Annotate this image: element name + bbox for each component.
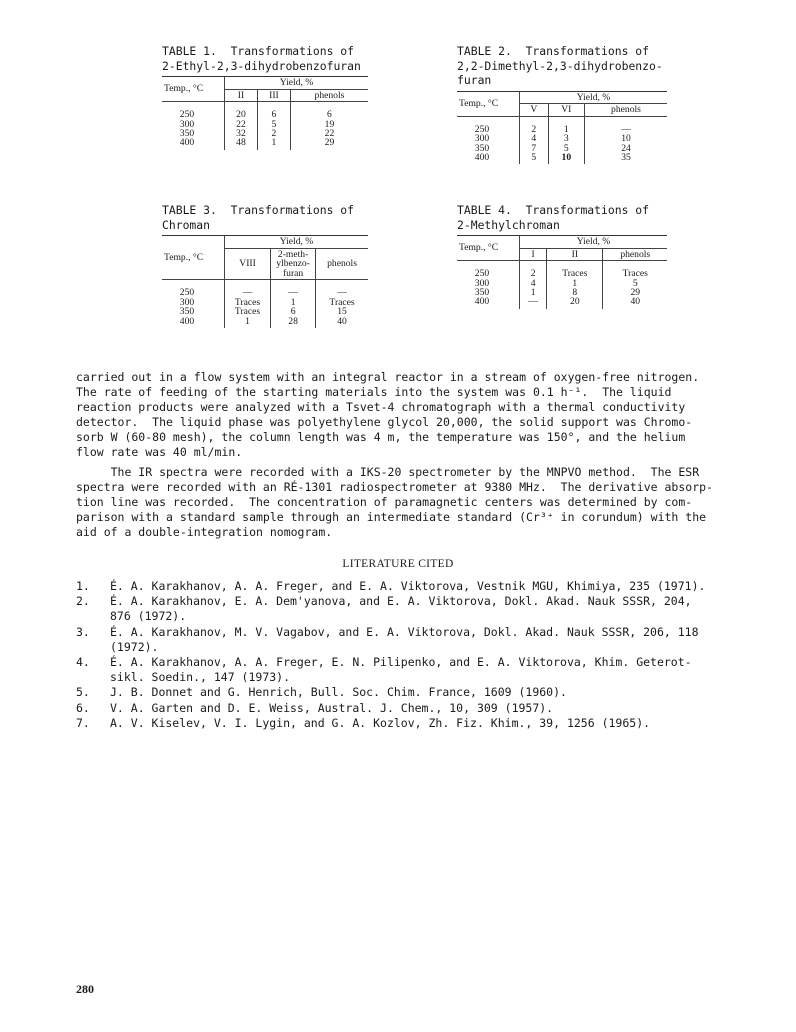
reference-number: 2. — [76, 594, 90, 609]
column-header: III — [257, 89, 290, 102]
table-cell: 1 — [547, 279, 603, 288]
table-cell: 3 — [548, 134, 584, 143]
table-cell: 20 — [547, 297, 603, 308]
reference-item — [76, 685, 766, 700]
column-header: phenols — [584, 104, 667, 117]
column-header: V — [520, 104, 549, 117]
table-cell: — — [337, 287, 347, 299]
temp-cell: 300 — [162, 298, 225, 307]
reference-text: É. A. Karakhanov, M. V. Vagabov, and E. A. Viktorova, Dokl. Akad. Nauk SSSR, 206, 118 (1972). — [110, 624, 699, 654]
page-number: 280 — [76, 982, 94, 996]
table-cell: 29 — [324, 137, 335, 149]
table-cell: 48 — [225, 138, 258, 149]
temp-cell: 250 — [162, 288, 225, 297]
reference-number: 4. — [76, 655, 90, 670]
table-cell: 24 — [621, 142, 631, 154]
reference-item — [76, 701, 766, 716]
temp-header: Temp., °C — [162, 77, 225, 102]
reference-text: V. A. Garten and D. E. Weiss, Austral. J. Chem., 10, 309 (1957). — [110, 700, 554, 715]
literature-heading: LITERATURE CITED — [342, 558, 454, 570]
table-cell: 15 — [337, 306, 347, 318]
table-cell: 19 — [324, 118, 335, 130]
reference-text: É. A. Karakhanov, A. A. Freger, and E. A. Viktorova, Vestnik MGU, Khimiya, 235 (1971). — [110, 579, 706, 593]
table-cell: 5 — [520, 153, 549, 164]
table-4-title: TABLE 4. Transformations of 2-Methylchroman — [457, 203, 650, 232]
table-3 — [162, 203, 368, 328]
temp-cell: 350 — [162, 307, 225, 316]
table-cell: 5 — [257, 120, 290, 129]
temp-cell: 400 — [162, 317, 225, 328]
table-cell: 7 — [520, 144, 549, 153]
table-cell: 2 — [257, 129, 290, 138]
table-cell: 2 — [520, 269, 547, 278]
table-1 — [162, 44, 368, 150]
table-cell: 1 — [520, 288, 547, 297]
table-cell: 5 — [548, 144, 584, 153]
column-header: II — [547, 248, 603, 261]
table-cell: 5 — [632, 277, 638, 289]
table-cell: Traces — [622, 268, 648, 280]
column-header: VIII — [225, 248, 271, 280]
reference-text: A. V. Kiselev, V. I. Lygin, and G. A. Kozlov, Zh. Fiz. Khim., 39, 1256 (1965). — [110, 715, 651, 730]
reference-text: É. A. Karakhanov, A. A. Freger, E. N. Pilipenko, and E. A. Viktorova, Khim. Geterot- sikl. Soedin., 147 (1973). — [110, 655, 692, 685]
table-3-title: TABLE 3. Transformations of Chroman — [162, 203, 355, 232]
table-cell: 10 — [621, 133, 631, 145]
temp-header: Temp., °C — [457, 91, 520, 116]
table-cell: 6 — [271, 307, 316, 316]
reference-number: 3. — [76, 624, 90, 639]
temp-cell: 250 — [162, 110, 225, 119]
reference-number: 6. — [76, 700, 90, 715]
reference-number: 7. — [76, 715, 90, 730]
table-row — [162, 317, 368, 328]
table-cell: 35 — [621, 151, 631, 163]
table-cell: 1 — [271, 298, 316, 307]
paragraph-spectra: The IR spectra were recorded with a IKS-20 spectrometer by the MNPVO method. The ESR spectra were recorded with an RÉ-1301 radiospectrometer at 9380 MHz. The derivative absorp- tion line was recorded. The concentration of paramagnetic centers was determined by com- parison with a standard sample through an intermediate standard (Cr³⁺ in corundum) with the aid of a double-integration nomogram. — [76, 465, 713, 539]
temp-cell: 400 — [162, 138, 225, 149]
table-cell: 20 — [225, 110, 258, 119]
table-cell: 8 — [547, 288, 603, 297]
table-cell: 1 — [548, 125, 584, 134]
reference-text: É. A. Karakhanov, E. A. Dem'yanova, and E. A. Viktorova, Dokl. Akad. Nauk SSSR, 204, 876 (1972). — [110, 594, 692, 624]
table-cell: 22 — [225, 120, 258, 129]
table-4-grid — [457, 235, 667, 309]
table-cell: 1 — [257, 138, 290, 149]
table-3-grid — [162, 235, 368, 328]
reference-item — [76, 625, 766, 655]
table-4 — [457, 203, 667, 309]
column-header: phenols — [316, 248, 368, 280]
table-cell: 28 — [271, 317, 316, 328]
reference-item — [76, 655, 766, 685]
reference-number: 1. — [76, 579, 90, 593]
column-header: II — [225, 89, 258, 102]
temp-cell: 250 — [457, 269, 520, 278]
table-1-title: TABLE 1. Transformations of 2-Ethyl-2,3-dihydrobenzofuran — [162, 44, 361, 73]
table-1-grid — [162, 76, 368, 150]
reference-list — [76, 579, 766, 731]
temp-cell: 250 — [457, 125, 520, 134]
reference-number: 5. — [76, 685, 90, 700]
table-cell: 1 — [225, 317, 271, 328]
yield-header: Yield, % — [225, 77, 369, 90]
yield-header: Yield, % — [520, 236, 668, 249]
temp-cell: 350 — [457, 288, 520, 297]
table-row — [162, 138, 368, 149]
table-cell: 6 — [257, 110, 290, 119]
yield-header: Yield, % — [225, 236, 369, 249]
table-cell: 6 — [327, 109, 332, 121]
table-cell: 2 — [520, 125, 549, 134]
paragraph-methods: carried out in a flow system with an integral reactor in a stream of oxygen-free nitrogen. The rate of feeding of the starting materials into the system was 0.1 h⁻¹. The liquid reaction products were analyzed with a Tsvet-4 chromatograph with a thermal conductivity detector. The liquid phase was polyethylene glycol 20,000, the solid support was Chromo- sorb W (60-80 mesh), the column length was 4 m, the temperature was 150°, and the helium flow rate was 40 ml/min. — [76, 370, 700, 459]
table-cell: Traces — [225, 298, 271, 307]
reference-item — [76, 579, 766, 594]
temp-cell: 350 — [457, 144, 520, 153]
temp-cell: 400 — [457, 297, 520, 308]
column-header: VI — [548, 104, 584, 117]
table-2-title: TABLE 2. Transformations of 2,2-Dimethyl-2,3-dihydrobenzo- furan — [457, 44, 663, 87]
temp-cell: 400 — [457, 153, 520, 164]
table-cell: — — [271, 288, 316, 297]
reference-text: J. B. Donnet and G. Henrich, Bull. Soc. Chim. France, 1609 (1960). — [110, 685, 567, 700]
table-cell: 10 — [548, 153, 584, 164]
reference-item — [76, 716, 766, 731]
reference-item — [76, 594, 766, 624]
table-2-grid — [457, 91, 667, 165]
table-cell: — — [520, 297, 547, 308]
table-cell: 4 — [520, 279, 547, 288]
table-cell: Traces — [547, 269, 603, 278]
table-cell: 40 — [630, 296, 641, 308]
table-cell: 40 — [337, 315, 347, 327]
table-cell: Traces — [225, 307, 271, 316]
temp-cell: 350 — [162, 129, 225, 138]
table-cell: — — [225, 288, 271, 297]
temp-header: Temp., °C — [162, 236, 225, 280]
table-cell: Traces — [329, 296, 355, 308]
table-cell: 29 — [630, 287, 641, 298]
table-cell: 32 — [225, 129, 258, 138]
yield-header: Yield, % — [520, 91, 668, 104]
table-cell: 4 — [520, 134, 549, 143]
column-header: phenols — [290, 89, 368, 102]
temp-cell: 300 — [162, 120, 225, 129]
temp-cell: 300 — [457, 279, 520, 288]
temp-cell: 300 — [457, 134, 520, 143]
column-header: I — [520, 248, 547, 261]
table-row — [457, 153, 667, 164]
table-2 — [457, 44, 667, 164]
column-header: 2-meth-ylbenzo-furan — [271, 248, 316, 280]
table-cell: 22 — [324, 128, 335, 139]
temp-header: Temp., °C — [457, 236, 520, 261]
table-row — [457, 297, 667, 308]
column-header: phenols — [603, 248, 667, 261]
table-cell: — — [621, 123, 631, 135]
